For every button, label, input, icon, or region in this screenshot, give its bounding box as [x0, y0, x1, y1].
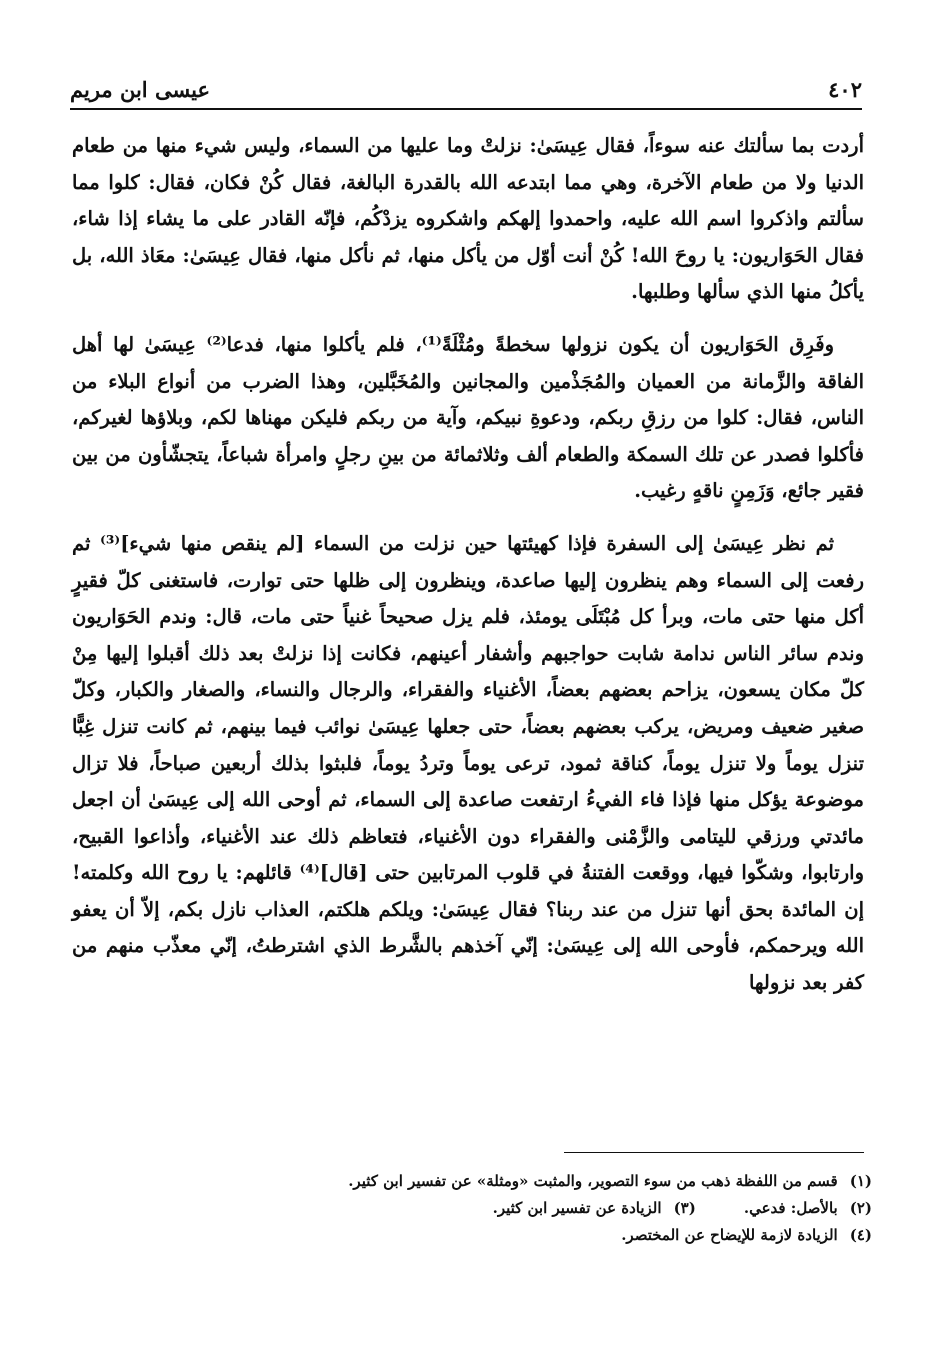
- running-header: [70, 66, 862, 102]
- footnote-text: الزيادة لازمة للإيضاح عن المختصر.: [621, 1226, 838, 1244]
- running-title: عيسى ابن مريم: [70, 77, 211, 102]
- footnote-text: بالأصل: فدعي.: [743, 1199, 838, 1217]
- paragraph-3: ثم نظر عِيسَىٰ إلى السفرة فإذا كهيئتها حين نزلت من السماء [لم ينقص منها شيء]⁽³⁾ ثم رفعت إلى السماء وهم ينظرون إليها صاعدة، وينظرون إلى ظلها حتى توارت، فاستغنى كلّ فقيرٍ أكل منها حتى مات، وبرأ كل مُبْتَلَى يومئذ، فلم يزل صحيحاً غنياً حتى مات، قال: وندم الحَوَاريون وندم سائر الناس ندامة شابت حواجبهم وأشفار أعينهم، فكانت إذا نزلتْ بعد ذلك أقبلوا إليها مِنْ كلّ مكان يسعون، يزاحم بعضهم بعضاً، الأغنياء والفقراء، والرجال والنساء، والصغار والكبار، وكلّ صغير ضعيف ومريض، يركب بعضهم بعضاً، حتى جعلها عِيسَىٰ نوائب فيما بينهم، ثم كانت تنزل غِبًّا تنزل يوماً ولا تنزل يوماً، كناقة ثمود، ترعى يوماً وتردُ يوماً، فلبثوا بذلك أربعين صباحاً، فلا تزال موضوعة يؤكل منها فإذا فاء الفيءُ ارتفعت صاعدة إلى السماء، ثم أوحى الله إلى عِيسَىٰ أن اجعل مائدتي ورزقي لليتامى والزَّمْنى والفقراء دون الأغنياء، فتعاظم ذلك عند الأغنياء، وأذاعوا القبيح، وارتابوا، وشكّوا فيها، ووقعت الفتنةُ في قلوب المرتابين حتى [قال]⁽⁴⁾ قائلهم: يا روح الله وكلمته! إن المائدة بحق أنها تنزل من عند ربنا؟ فقال عِيسَىٰ: ويلكم هلكتم، العذاب نازل بكم، إلاّ أن يعفو الله ويرحمكم، فأوحى الله إلى عِيسَىٰ: إنّي آخذهم بالشَّرط الذي اشترطتُ، إنّي معذّب منهم من كفر بعد نزولها: [72, 531, 864, 995]
- main-text: [72, 128, 864, 1002]
- footnote-row-1: [72, 1168, 872, 1195]
- footnote-number: (٣): [673, 1199, 696, 1217]
- footnote-text: قسم من اللفظة ذهب من سوء التصوير، والمثبت «ومثلة» عن تفسير ابن كثير.: [348, 1172, 838, 1190]
- footnote-4: [621, 1222, 872, 1249]
- footnote-number: (٢): [849, 1199, 872, 1217]
- footnote-1: [348, 1168, 872, 1195]
- footnote-text: الزيادة عن تفسير ابن كثير.: [492, 1199, 662, 1217]
- footnotes: [72, 1168, 872, 1249]
- footnote-number: (٤): [849, 1226, 872, 1244]
- paragraph-2: وفَرِق الحَوَاريون أن يكون نزولها سخطةً ومُثْلَةً⁽¹⁾، فلم يأكلوا منها، فدعا⁽²⁾ عِيسَىٰ لها أهل الفاقة والزَّمانة من العميان والمُجَذْمين والمجانين والمُخَبَّلين، وهذا الضرب من أنواع البلاء من الناس، فقال: كلوا من رزقِ ربكم، ودعوةِ نبيكم، وآية من ربكم فليكن مهناها لكم، وبلاؤها لغيركم، فأكلوا فصدر عن تلك السمكة والطعام ألف وثلاثمائة من بينِ رجلٍ وامرأة شباعاً، يتجشّأون من بين فقير جائع، وَزَمِنٍ ناقهٍ رغيب.: [72, 332, 864, 503]
- footnote-2: [744, 1195, 872, 1222]
- footnote-3: [493, 1195, 696, 1222]
- footnote-row-2: [72, 1195, 872, 1222]
- paragraph-1: أردت بما سألتك عنه سوءاً، فقال عِيسَىٰ: نزلتْ وما عليها من السماء، وليس شيء منها من طعام الدنيا ولا من طعام الآخرة، وهي مما ابتدعه الله بالقدرة البالغة، فقال كُنْ فكان، فقال: كلوا مما سألتم واذكروا اسم الله عليه، واحمدوا إلهكم واشكروه يزدْكُم، فإنّه القادر على ما يشاء إذا شاء، فقال الحَوَاريون: يا روحَ الله! كُنْ أنت أوّل من يأكل منها، ثم نأكل منها، فقال عِيسَىٰ: معَاذ الله، بل يأكلُ منها الذي سألها وطلبها.: [72, 134, 864, 304]
- footnote-rule: [564, 1152, 864, 1153]
- page-number: ٤٠٢: [828, 77, 862, 102]
- header-rule: [70, 108, 862, 110]
- footnote-number: (١): [849, 1172, 872, 1190]
- footnote-row-3: [72, 1222, 872, 1249]
